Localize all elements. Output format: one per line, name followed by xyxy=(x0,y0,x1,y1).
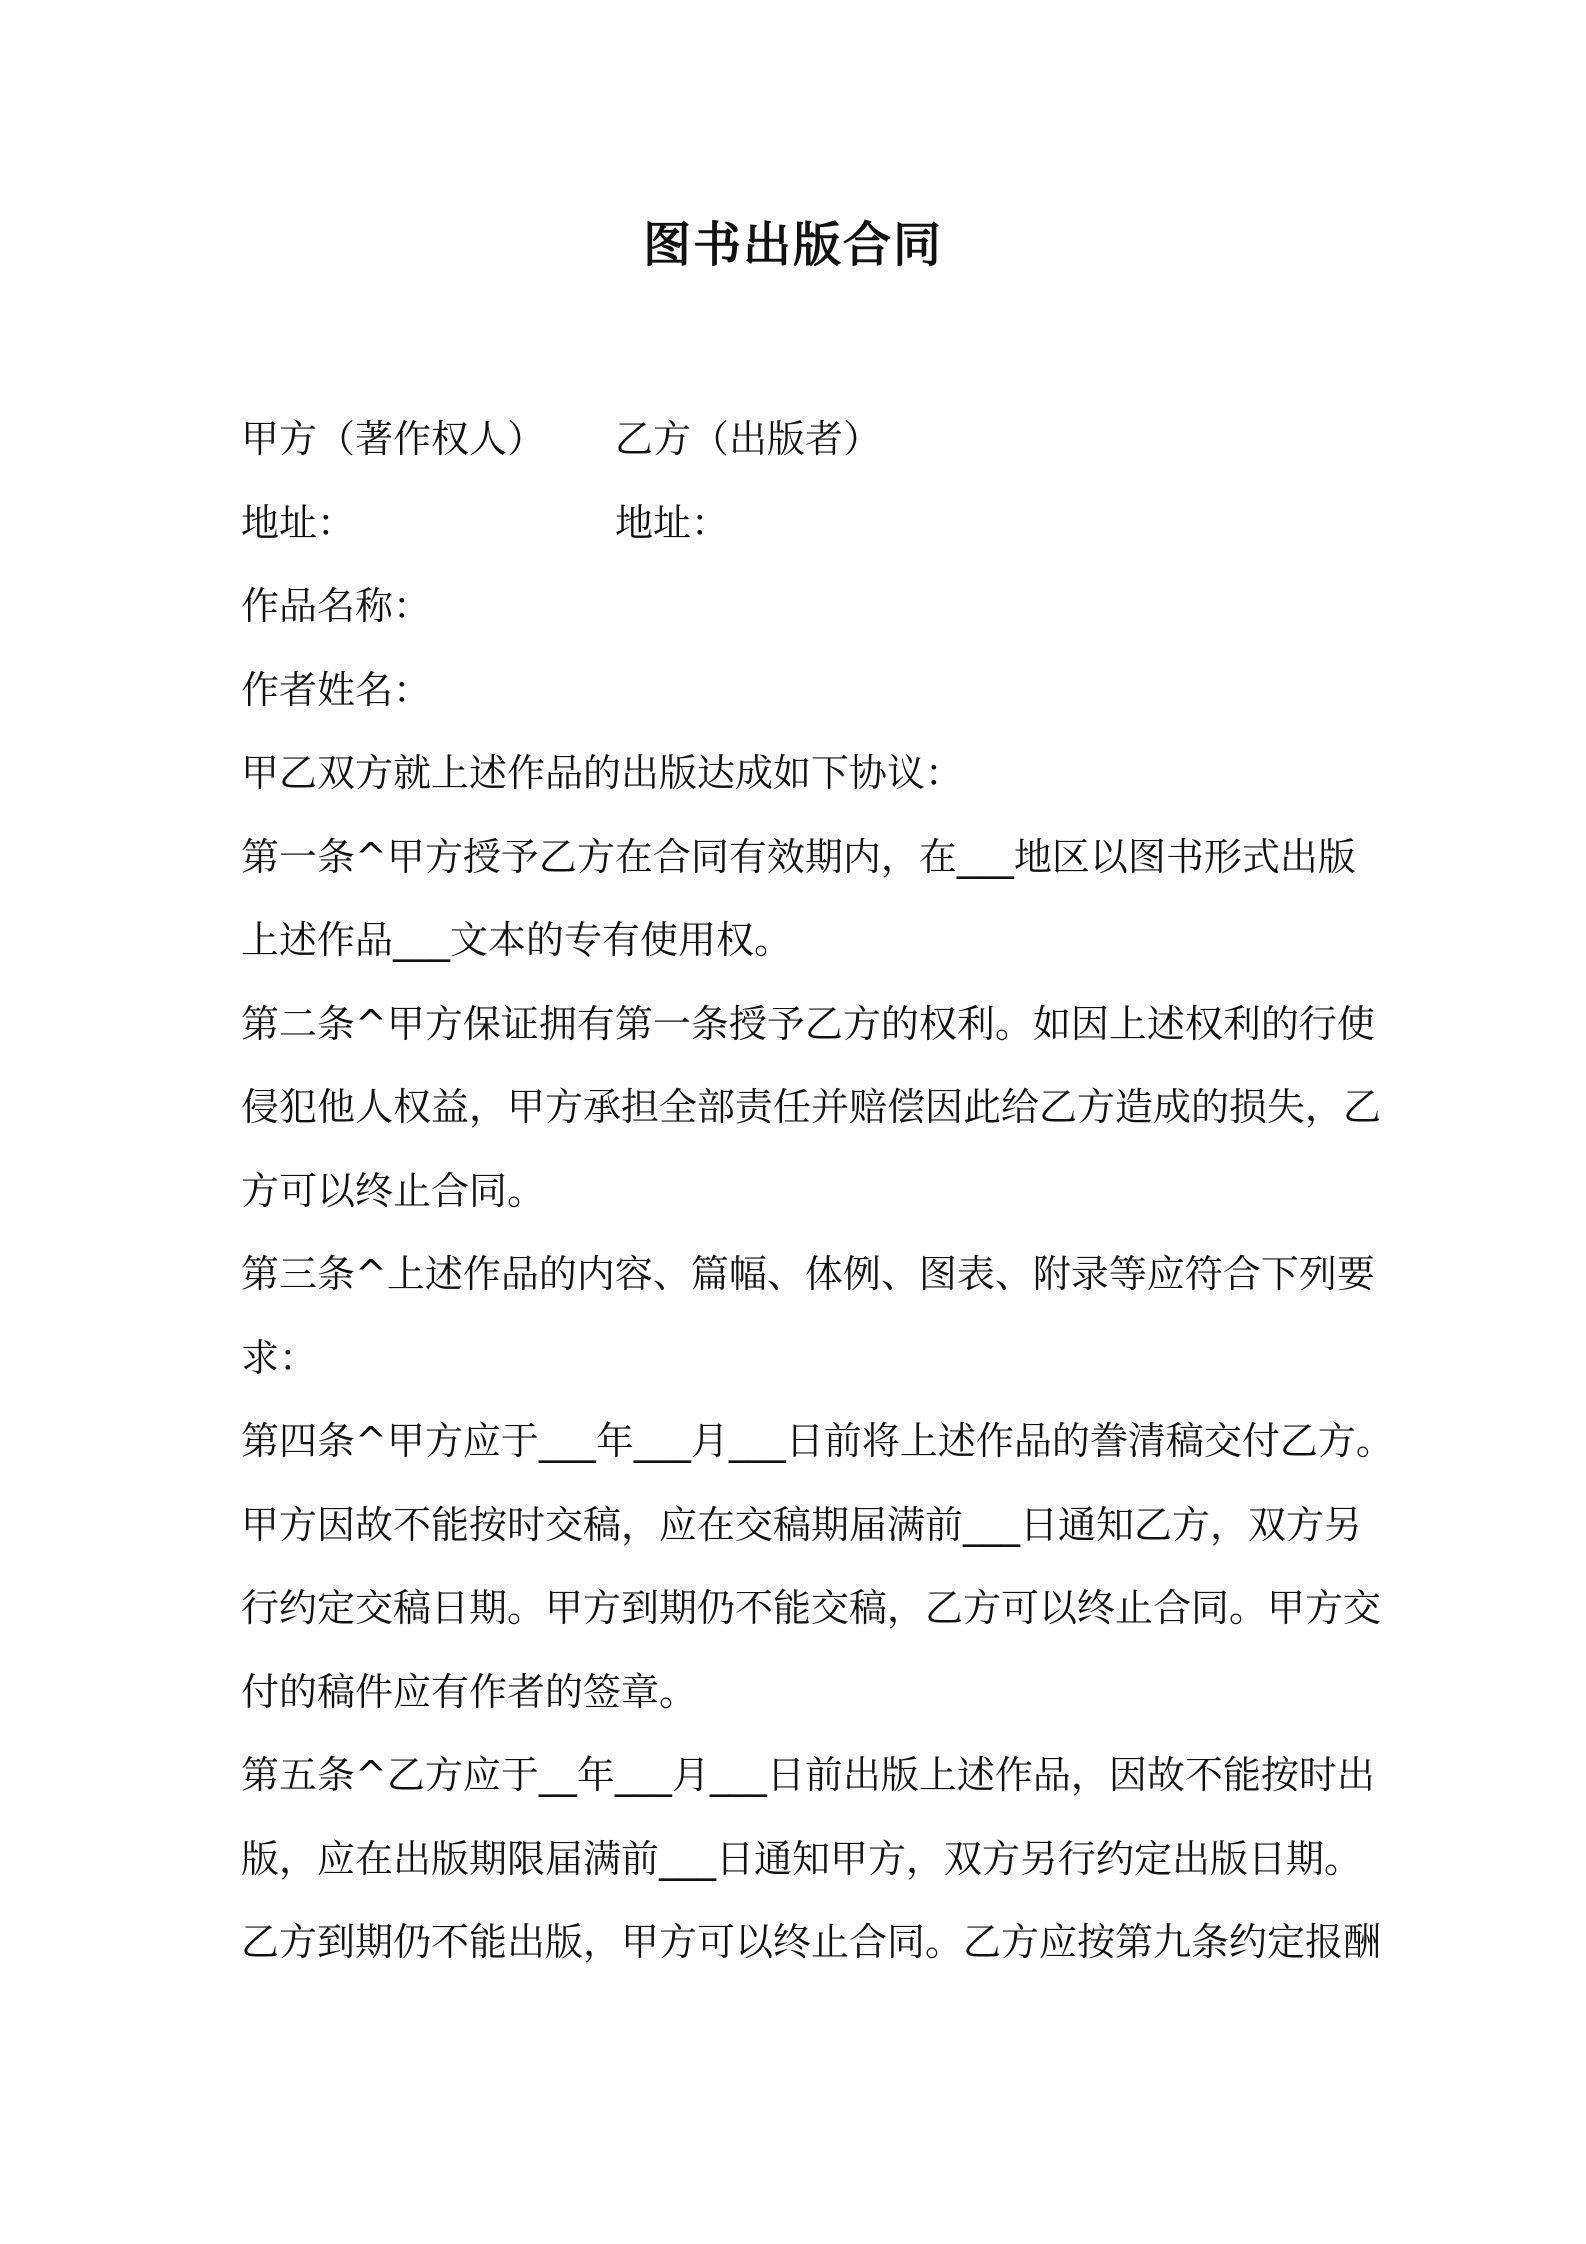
agreement-intro: 甲乙双方就上述作品的出版达成如下协议： xyxy=(241,751,964,795)
author-name-label: 作者姓名： xyxy=(241,667,432,712)
article-1-line-2: 上述作品___文本的专有使用权。 xyxy=(241,918,793,962)
party-b-address-label: 地址： xyxy=(615,500,730,545)
article-5-line-2: 版，应在出版期限届满前___日通知甲方，双方另行约定出版日期。 xyxy=(241,1836,1363,1881)
contract-body xyxy=(241,398,1394,1985)
article-3-line-1: 第三条^上述作品的内容、篇幅、体例、图表、附录等应符合下列要 xyxy=(241,1252,1375,1296)
article-2-line-3: 方可以终止合同。 xyxy=(241,1168,546,1213)
article-3-line-2: 求： xyxy=(241,1335,318,1380)
party-a-label: 甲方（著作权人） xyxy=(241,417,546,461)
party-b-label: 乙方（出版者） xyxy=(615,417,882,461)
article-5-line-1: 第五条^乙方应于__年___月___日前出版上述作品，因故不能按时出 xyxy=(241,1753,1375,1797)
document-title: 图书出版合同 xyxy=(642,217,943,273)
article-5-line-3: 乙方到期仍不能出版，甲方可以终止合同。乙方应按第九条约定报酬 xyxy=(241,1920,1382,1964)
address-row xyxy=(241,482,1371,566)
party-a-address-label: 地址： xyxy=(241,500,356,545)
article-4-line-3: 行约定交稿日期。甲方到期仍不能交稿，乙方可以终止合同。甲方交 xyxy=(241,1586,1382,1630)
article-2-line-1: 第二条^甲方保证拥有第一条授予乙方的权利。如因上述权利的行使 xyxy=(241,1001,1375,1046)
article-2-line-2: 侵犯他人权益，甲方承担全部责任并赔偿因此给乙方造成的损失，乙 xyxy=(241,1085,1382,1129)
parties-row xyxy=(241,398,1371,482)
article-4-line-4: 付的稿件应有作者的签章。 xyxy=(241,1669,698,1714)
work-name-label: 作品名称： xyxy=(241,584,432,628)
article-4-line-1: 第四条^甲方应于___年___月___日前将上述作品的誊清稿交付乙方。 xyxy=(241,1419,1394,1463)
article-1-line-1: 第一条^甲方授予乙方在合同有效期内，在___地区以图书形式出版 xyxy=(241,834,1356,879)
article-4-line-2: 甲方因故不能按时交稿，应在交稿期届满前___日通知乙方，双方另 xyxy=(241,1502,1363,1547)
